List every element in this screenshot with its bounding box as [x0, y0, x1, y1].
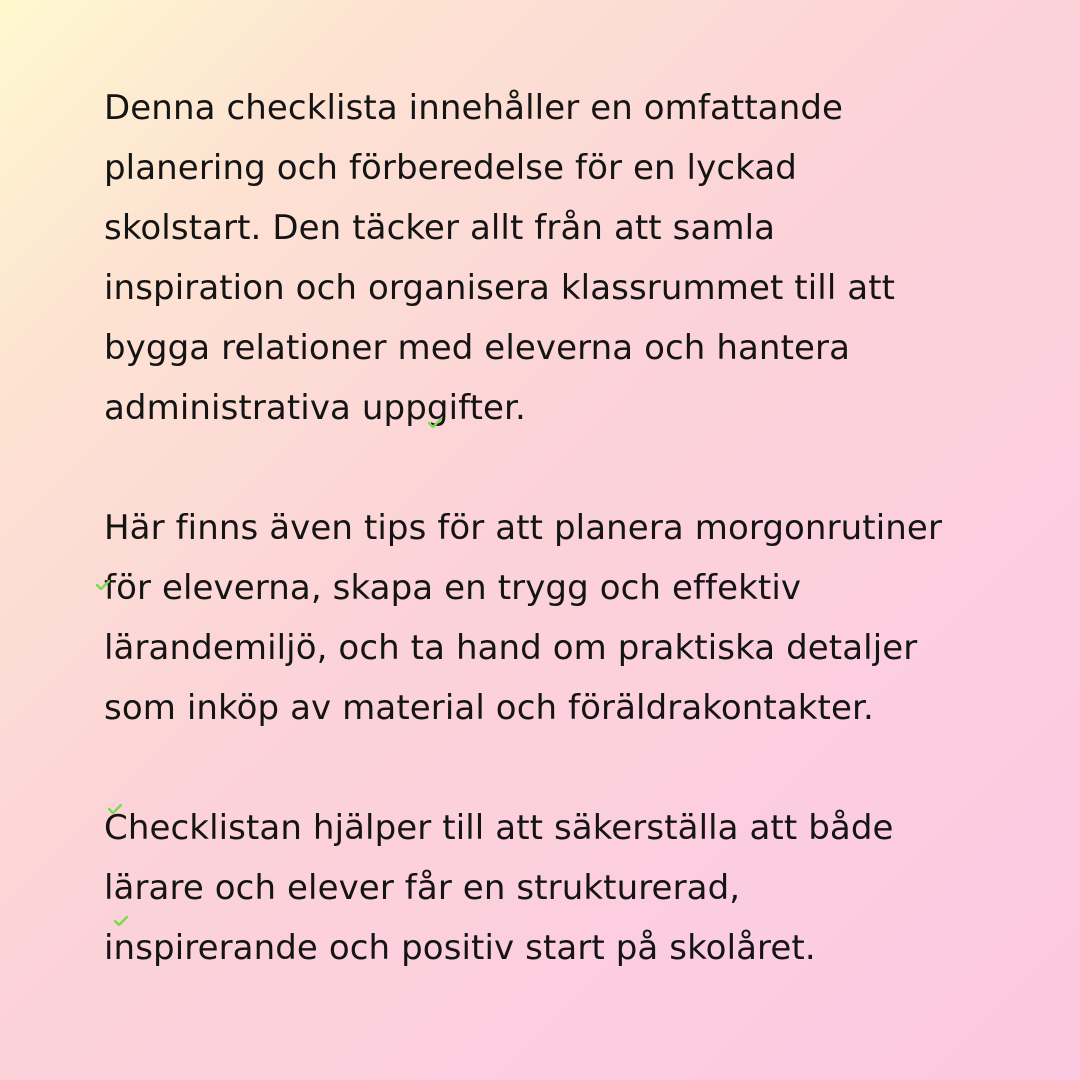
text-line: planering och förberedelse för en lyckad — [104, 148, 797, 188]
text-line: bygga relationer med eleverna och hantera — [104, 328, 851, 368]
paragraph-2 — [104, 498, 1004, 738]
text-line: Denna checklista innehåller en omfattande — [104, 88, 844, 128]
checkmark-icon — [114, 916, 128, 926]
paragraph-spacer — [104, 738, 1004, 798]
description-text — [104, 78, 1004, 978]
checkmark-icon — [108, 804, 122, 814]
text-line: för eleverna, skapa en trygg och effektiv — [104, 568, 802, 608]
paragraph-spacer — [104, 438, 1004, 498]
checkmark-icon — [96, 580, 110, 590]
paragraph-1 — [104, 78, 1004, 438]
text-line: Här finns även tips för att planera morgonrutiner — [104, 508, 943, 548]
text-line: skolstart. Den täcker allt från att samla — [104, 208, 776, 248]
checkmark-icon — [428, 418, 442, 428]
text-line: lärare och elever får en strukturerad, — [104, 868, 741, 908]
paragraph-3 — [104, 798, 1004, 978]
text-line: inspirerande och positiv start på skolåret. — [104, 928, 816, 968]
text-line: Checklistan hjälper till att säkerställa att både — [104, 808, 894, 848]
text-line: lärandemiljö, och ta hand om praktiska detaljer — [104, 628, 918, 668]
text-line: inspiration och organisera klassrummet till att — [104, 268, 896, 308]
text-line: administrativa uppgifter. — [104, 388, 526, 428]
text-line: som inköp av material och föräldrakontakter. — [104, 688, 874, 728]
